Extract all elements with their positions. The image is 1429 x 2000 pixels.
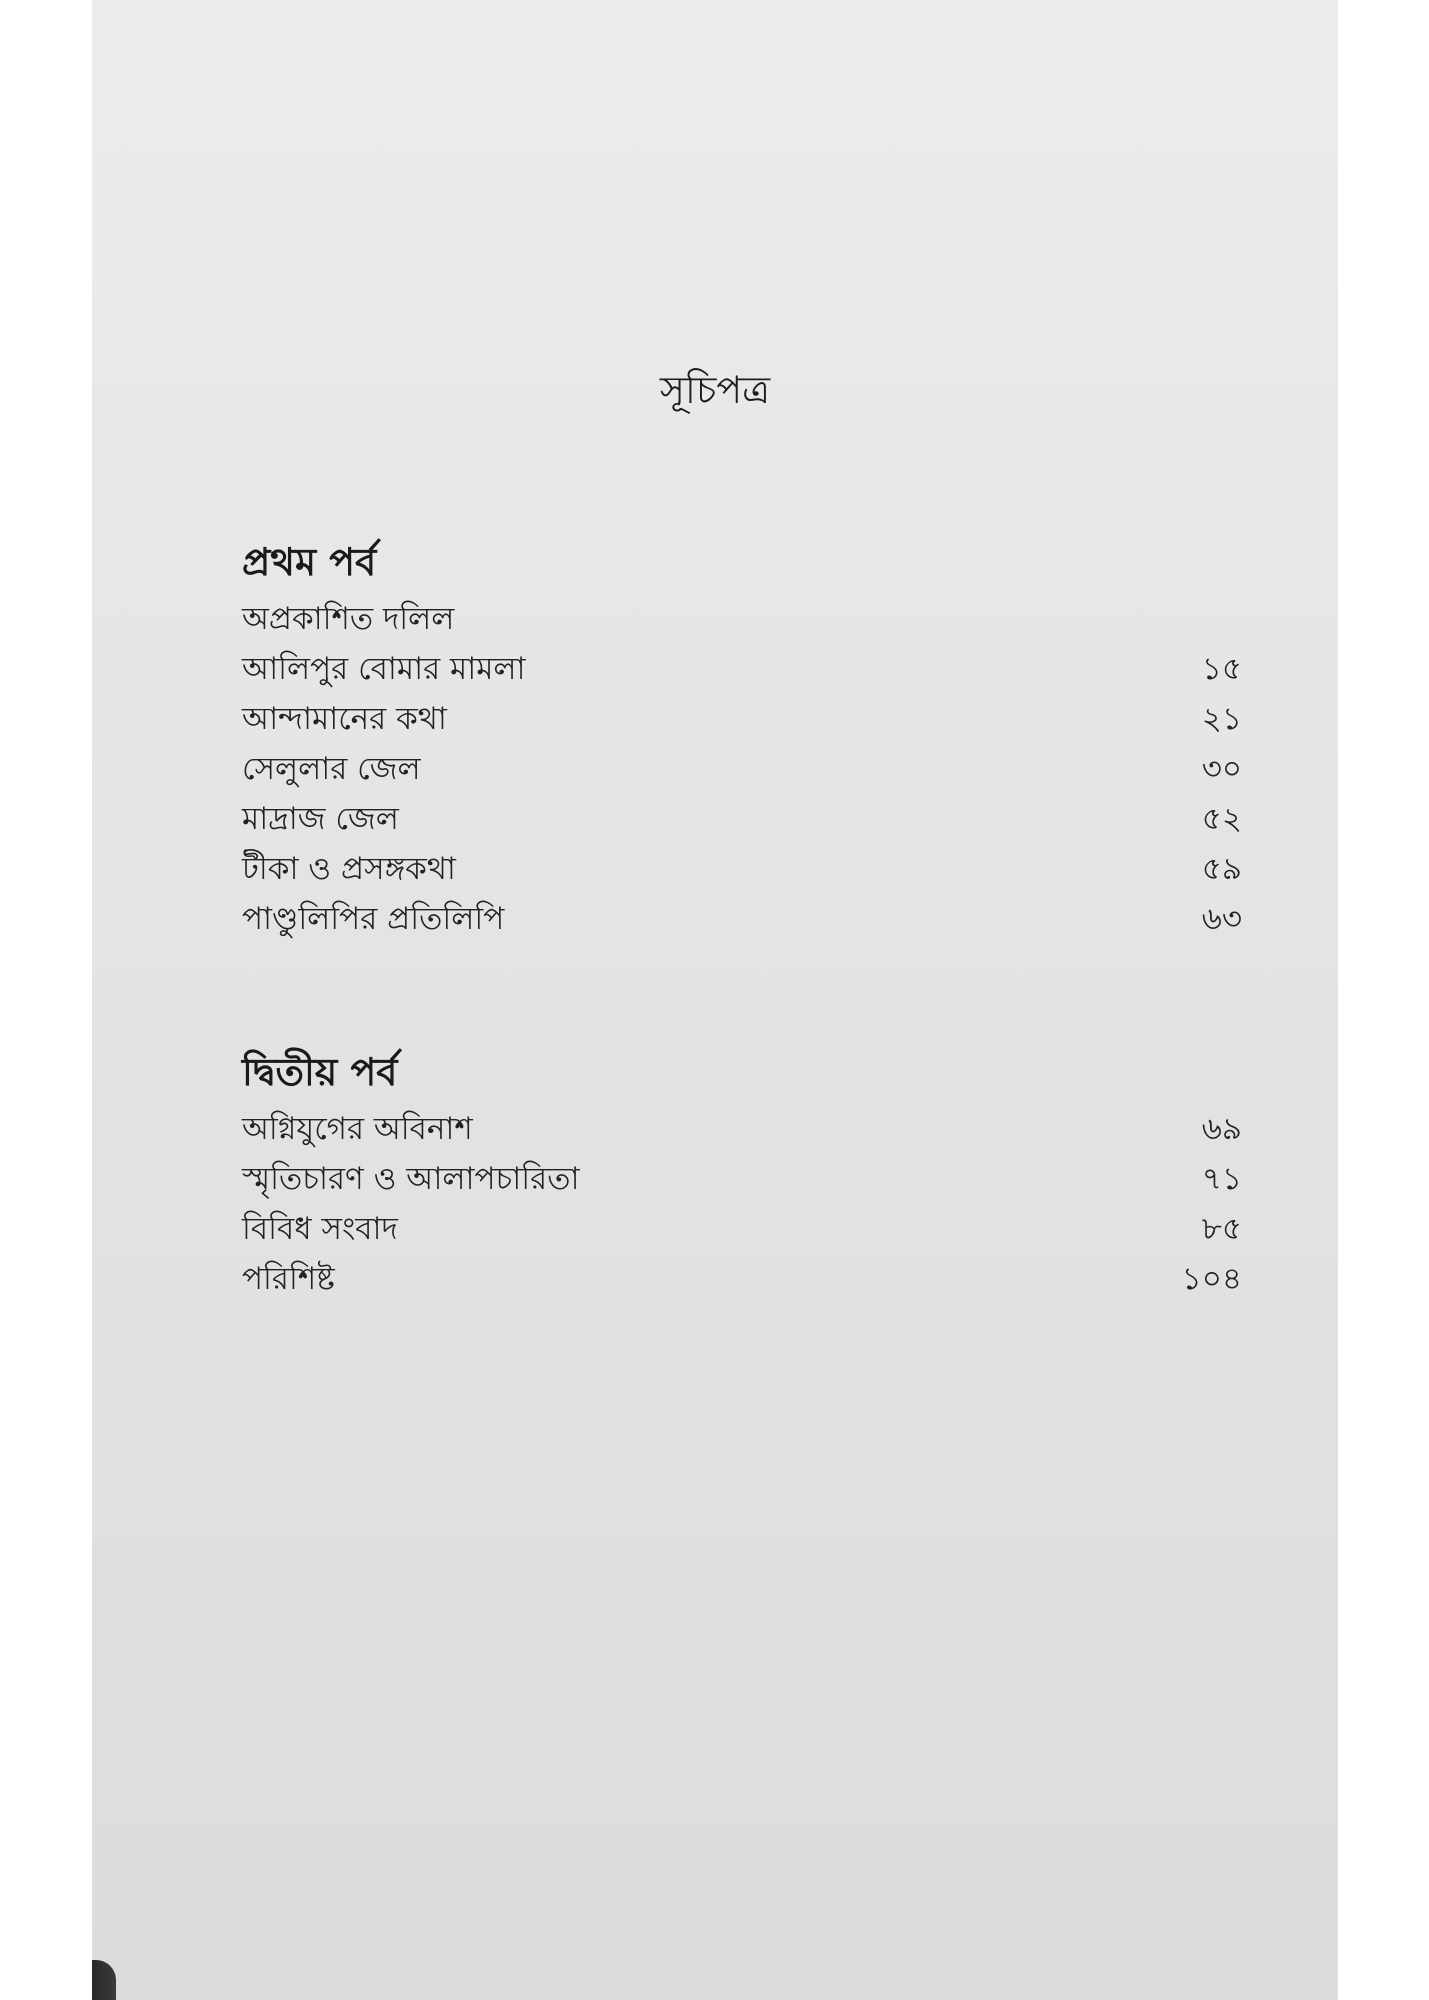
- section-heading: দ্বিতীয় পর্ব: [242, 1050, 398, 1094]
- section-heading: প্রথম পর্ব: [242, 540, 377, 584]
- entry-title: অপ্রকাশিত দলিল: [242, 601, 455, 637]
- entry-title: পরিশিষ্ট: [242, 1261, 335, 1297]
- scan-right-margin: [1338, 0, 1429, 2000]
- scan-left-margin: [0, 0, 92, 2000]
- toc-entry: [242, 644, 1242, 694]
- toc-entry: [242, 844, 1242, 894]
- entry-title: অগ্নিযুগের অবিনাশ: [242, 1111, 473, 1147]
- toc-entry: [242, 1204, 1242, 1254]
- page-corner-shadow: [92, 1960, 116, 2000]
- toc-entry: [242, 794, 1242, 844]
- entry-page-number: ১০৪: [1181, 1261, 1242, 1297]
- entry-title: আলিপুর বোমার মামলা: [242, 651, 526, 687]
- book-page: [92, 0, 1338, 2000]
- entry-page-number: ৮৫: [1201, 1211, 1242, 1247]
- toc-entry: [242, 744, 1242, 794]
- entry-title: আন্দামানের কথা: [242, 701, 447, 737]
- page-title: সূচিপত্র: [659, 368, 771, 412]
- entry-page-number: ৫৯: [1201, 851, 1242, 887]
- toc-entry: [242, 1154, 1242, 1204]
- toc-section-second: [242, 1040, 1242, 1304]
- entry-page-number: ৬৯: [1201, 1111, 1242, 1147]
- toc-entry: [242, 694, 1242, 744]
- toc-entry: [242, 1254, 1242, 1304]
- entry-page-number: ৭১: [1201, 1161, 1242, 1197]
- entry-title: পাণ্ডুলিপির প্রতিলিপি: [242, 901, 505, 937]
- entry-title: বিবিধ সংবাদ: [242, 1211, 398, 1247]
- toc-entry: [242, 894, 1242, 944]
- entry-title: সেলুলার জেল: [242, 751, 421, 787]
- toc-entry: [242, 594, 1242, 644]
- toc-section-first: [242, 530, 1242, 944]
- entry-page-number: ৩০: [1201, 751, 1242, 787]
- toc-entry: [242, 1104, 1242, 1154]
- entry-page-number: ২১: [1201, 701, 1242, 737]
- entry-page-number: ৬৩: [1201, 901, 1242, 937]
- entry-page-number: ৫২: [1201, 801, 1242, 837]
- entry-page-number: ১৫: [1201, 651, 1242, 687]
- entry-title: মাদ্রাজ জেল: [242, 801, 399, 837]
- entry-title: স্মৃতিচারণ ও আলাপচারিতা: [242, 1161, 580, 1197]
- entry-title: টীকা ও প্রসঙ্গকথা: [242, 851, 456, 887]
